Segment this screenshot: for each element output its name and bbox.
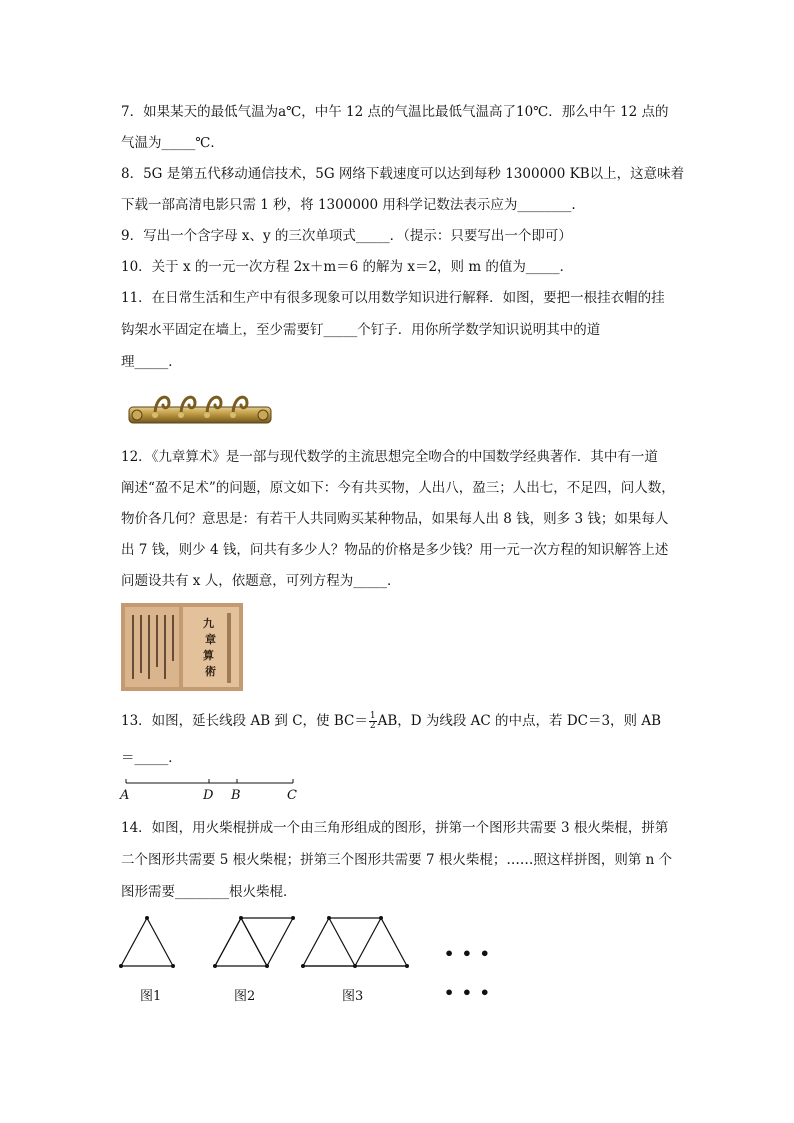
ellipsis-figure: • • • xyxy=(444,944,491,963)
q13-fraction-num: 1 xyxy=(369,711,376,721)
q14-line3: 图形需要________根火柴棍． xyxy=(121,884,297,900)
q13-text-b: AB，D 为线段 AC 的中点，若 DC＝3，则 AB xyxy=(377,713,662,729)
segment-figure xyxy=(121,775,306,791)
svg-text:章: 章 xyxy=(205,633,216,646)
q10-line1: 10．关于 x 的一元一次方程 2x＋m＝6 的解为 x＝2，则 m 的值为_____． xyxy=(121,259,574,275)
matchstick-figure xyxy=(115,912,415,974)
caption-figure-2: 图2 xyxy=(234,989,256,1004)
q14-line1: 14．如图，用火柴棍拼成一个由三角形组成的图形，拼第一个图形共需要 3 根火柴棍，拼第 xyxy=(121,820,669,836)
q8-line1: 8．5G 是第五代移动通信技术，5G 网络下载速度可以达到每秒 1300000 KB以上，这意味着 xyxy=(121,166,685,182)
q7-line2: 气温为_____℃． xyxy=(121,135,224,151)
q12-line1: 12．《九章算术》是一部与现代数学的主流思想完全吻合的中国数学经典著作．其中有一道 xyxy=(121,449,658,465)
svg-text:術: 術 xyxy=(205,665,216,678)
q7-line1: 7．如果某天的最低气温为a℃，中午 12 点的气温比最低气温高了10℃．那么中午 12 点的 xyxy=(121,104,669,120)
q13-fraction xyxy=(369,712,377,731)
coat-hook-image xyxy=(125,385,275,431)
q13-line2: ＝_____． xyxy=(121,750,182,766)
point-label-a: A xyxy=(120,788,130,803)
q12-line3: 物价各几何？意思是：有若干人共同购买某种物品，如果每人出 8 钱，则多 3 钱；如果每人 xyxy=(121,511,669,527)
point-label-b: B xyxy=(231,788,241,803)
nine-chapters-book-image xyxy=(121,603,243,691)
q11-line2: 钩架水平固定在墙上，至少需要钉_____个钉子．用你所学数学知识说明其中的道 xyxy=(121,322,601,338)
q12-line4: 出 7 钱，则少 4 钱，问共有多少人？物品的价格是多少钱？用一元一次方程的知识解答上述 xyxy=(121,542,669,558)
caption-figure-3: 图3 xyxy=(342,989,364,1004)
q8-line2: 下载一部高清电影只需 1 秒，将 1300000 用科学记数法表示应为________. xyxy=(121,197,576,213)
q13-text-a: 13．如图，延长线段 AB 到 C，使 BC＝ xyxy=(121,713,368,729)
q13-line1 xyxy=(121,711,661,731)
q12-line5: 问题设共有 x 人，依题意，可列方程为_____． xyxy=(121,573,401,589)
svg-text:算: 算 xyxy=(203,649,214,662)
q13-fraction-den: 2 xyxy=(369,721,376,731)
point-label-d: D xyxy=(203,788,214,803)
ellipsis-caption: • • • xyxy=(444,983,491,1002)
q11-line1: 11．在日常生活和生产中有很多现象可以用数学知识进行解释．如图，要把一根挂衣帽的挂 xyxy=(121,290,665,306)
svg-text:九: 九 xyxy=(203,617,214,630)
point-label-c: C xyxy=(287,788,297,803)
q9-line1: 9．写出一个含字母 x、y 的三次单项式_____．（提示：只要写出一个即可） xyxy=(121,228,572,244)
q14-line2: 二个图形共需要 5 根火柴棍；拼第三个图形共需要 7 根火柴棍；……照这样拼图，则第 n 个 xyxy=(121,852,673,868)
q12-line2: 阐述“盈不足术”的问题，原文如下：今有共买物，人出八，盈三；人出七，不足四，问人数， xyxy=(121,480,675,496)
caption-figure-1: 图1 xyxy=(140,989,162,1004)
q11-line3: 理_____． xyxy=(121,354,182,370)
